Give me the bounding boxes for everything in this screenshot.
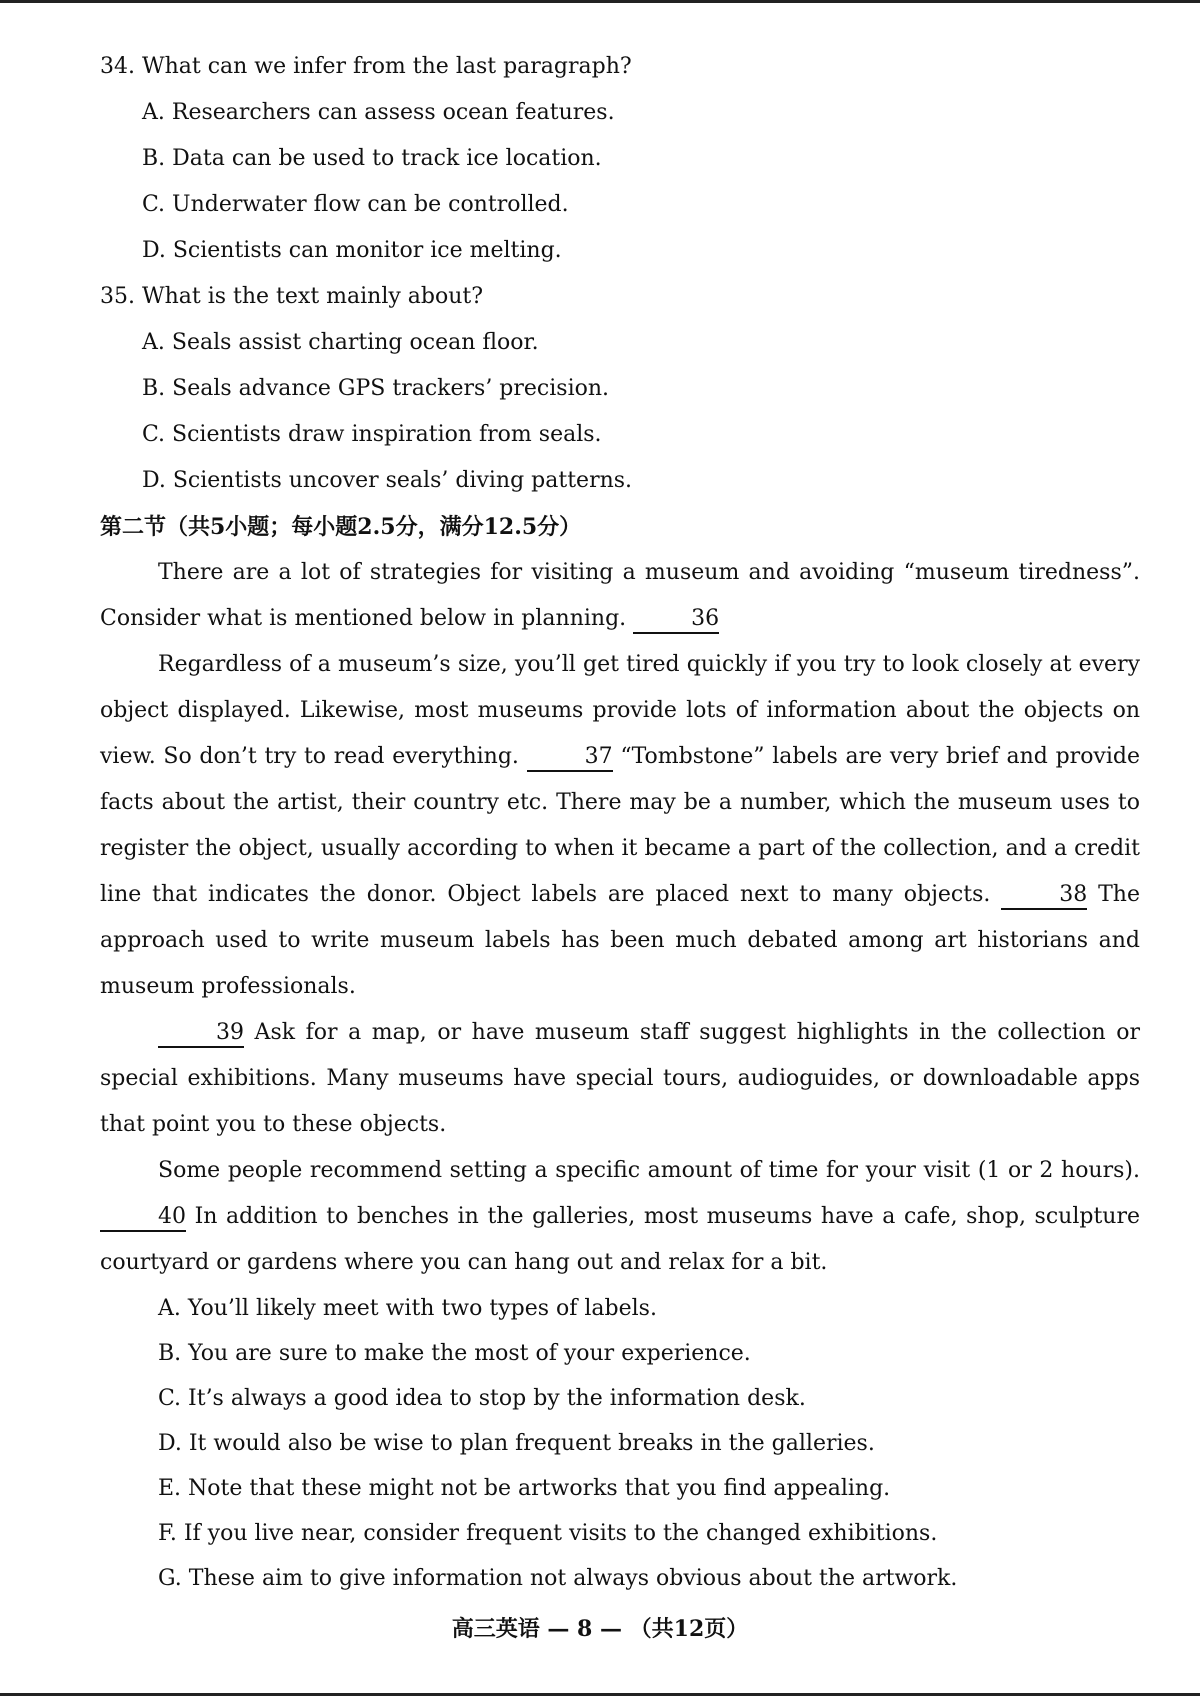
question-stem: 34. What can we infer from the last paragraph? [100, 54, 632, 79]
choice-a: A. You’ll likely meet with two types of labels. [158, 1296, 657, 1321]
blank-37: 37 [527, 744, 613, 772]
choice-c: C. It’s always a good idea to stop by the information desk. [158, 1386, 806, 1411]
choice-e: E. Note that these might not be artworks that you find appealing. [158, 1476, 891, 1501]
page-content [100, 44, 1140, 1601]
passage-paragraph-3 [100, 1010, 1140, 1148]
blank-38: 38 [1001, 882, 1087, 910]
choice-b: B. You are sure to make the most of your experience. [158, 1341, 751, 1366]
paragraph-text: Regardless of a museum’s size, you’ll get tired quickly if you try to look closely at every object displayed. Likewise, most museums provide lots of information about the objects on view. So don’t try to read everything. [100, 652, 1140, 769]
blank-39: 39 [158, 1020, 244, 1048]
choice-f: F. If you live near, consider frequent visits to the changed exhibitions. [158, 1521, 938, 1546]
paragraph-text: Some people recommend setting a specific amount of time for your visit (1 or 2 hours). [158, 1158, 1140, 1183]
paragraph-text: The approach used to write museum labels has been much debated among art historians and museum professionals. [100, 882, 1140, 999]
question-34 [100, 44, 1140, 274]
option-c: C. Underwater flow can be controlled. [142, 192, 569, 217]
blank-40: 40 [100, 1204, 186, 1232]
paragraph-text: In addition to benches in the galleries, most museums have a cafe, shop, sculpture courtyard or gardens where you can hang out and relax for a bit. [100, 1204, 1140, 1275]
choice-d: D. It would also be wise to plan frequent breaks in the galleries. [158, 1431, 875, 1456]
question-35 [100, 274, 1140, 504]
question-stem: 35. What is the text mainly about? [100, 284, 484, 309]
option-d: D. Scientists can monitor ice melting. [142, 238, 562, 263]
option-d: D. Scientists uncover seals’ diving patterns. [142, 468, 633, 493]
answer-choices [158, 1286, 1140, 1601]
passage-paragraph-2 [100, 642, 1140, 1010]
bottom-border-line [0, 1693, 1200, 1696]
paragraph-text: Ask for a map, or have museum staff suggest highlights in the collection or special exhibitions. Many museums have special tours, audioguides, or downloadable apps that point you to these objects. [100, 1020, 1140, 1137]
option-b: B. Seals advance GPS trackers’ precision. [142, 376, 610, 401]
option-b: B. Data can be used to track ice location. [142, 146, 602, 171]
passage-paragraph-4 [100, 1148, 1140, 1286]
option-c: C. Scientists draw inspiration from seals. [142, 422, 602, 447]
passage-paragraph-1 [100, 550, 1140, 642]
paragraph-text: There are a lot of strategies for visiting a museum and avoiding “museum tiredness”. Consider what is mentioned below in planning. [100, 560, 1140, 631]
top-border-line [0, 0, 1200, 3]
option-a: A. Seals assist charting ocean floor. [142, 330, 539, 355]
blank-36: 36 [633, 606, 719, 634]
paragraph-text: “Tombstone” labels are very brief and provide facts about the artist, their country etc. There may be a number, which the museum uses to register the object, usually according to when it became a part of the collection, and a credit line that indicates the donor. Object labels are placed next to many objects. [100, 744, 1141, 907]
page-footer: 高三英语 — 8 — （共12页） [451, 1616, 749, 1642]
option-a: A. Researchers can assess ocean features. [142, 100, 615, 125]
choice-g: G. These aim to give information not always obvious about the artwork. [158, 1566, 958, 1591]
section-heading: 第二节（共5小题；每小题2.5分，满分12.5分） [100, 514, 582, 540]
